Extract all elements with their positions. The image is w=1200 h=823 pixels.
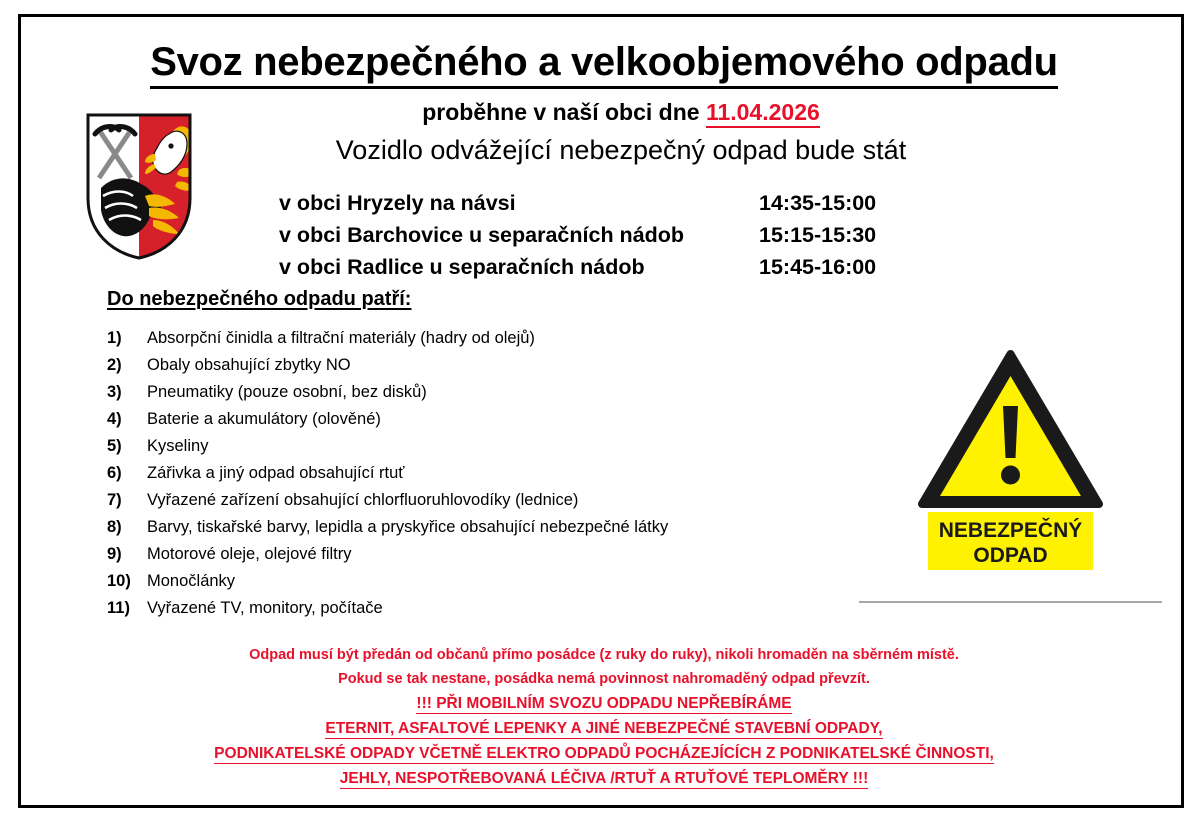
schedule-place: v obci Hryzely na návsi <box>279 191 516 215</box>
list-item <box>107 325 867 352</box>
warning-line-3 <box>41 691 1167 716</box>
list-item-label: Motorové oleje, olejové filtry <box>147 545 352 563</box>
list-item-label: Obaly obsahující zbytky NO <box>147 356 351 374</box>
title-row <box>21 41 1187 89</box>
list-item-number: 5) <box>107 437 122 455</box>
list-item-number: 6) <box>107 464 122 482</box>
page-title: Svoz nebezpečného a velkoobjemového odpadu <box>150 41 1058 89</box>
list-item <box>107 487 867 514</box>
schedule-row <box>279 187 939 219</box>
subtitle-prefix: proběhne v naší obci dne <box>422 99 706 125</box>
collection-schedule <box>279 187 939 283</box>
schedule-row <box>279 251 939 283</box>
list-item-label: Absorpční činidla a filtrační materiály (hadry od olejů) <box>147 329 535 347</box>
list-item-number: 7) <box>107 491 122 509</box>
schedule-row <box>279 219 939 251</box>
list-item <box>107 379 867 406</box>
list-item <box>107 514 867 541</box>
list-item <box>107 595 867 622</box>
list-item-number: 10) <box>107 572 131 590</box>
list-item-number: 9) <box>107 545 122 563</box>
warning-line-6-text: JEHLY, NESPOTŘEBOVANÁ LÉČIVA /RTUŤ A RTUŤOVÉ TEPLOMĚRY !!! <box>339 770 869 787</box>
collection-date: 11.04.2026 <box>706 99 820 128</box>
subtitle-vehicle-line: Vozidlo odvážející nebezpečný odpad bude stát <box>335 135 907 165</box>
list-item-label: Kyseliny <box>147 437 209 455</box>
hazard-warning-sign <box>918 346 1103 574</box>
warning-triangle-icon <box>922 354 1099 504</box>
list-item-label: Zářivka a jiný odpad obsahující rtuť <box>147 464 405 482</box>
list-item-label: Vyřazené zařízení obsahující chlorfluoruhlovodíky (lednice) <box>147 491 579 509</box>
warning-line-5 <box>41 741 1167 766</box>
list-item <box>107 541 867 568</box>
list-item-number: 11) <box>107 599 130 617</box>
municipal-coat-of-arms <box>83 110 195 262</box>
schedule-place: v obci Radlice u separačních nádob <box>279 255 645 279</box>
list-item <box>107 352 867 379</box>
list-item-label: Pneumatiky (pouze osobní, bez disků) <box>147 383 427 401</box>
warning-line-2: Pokud se tak nestane, posádka nemá povinnost nahromaděný odpad převzít. <box>338 671 870 687</box>
list-item-number: 4) <box>107 410 122 428</box>
list-item-label: Barvy, tiskařské barvy, lepidla a pryskyřice obsahující nebezpečné látky <box>147 518 669 536</box>
list-item-label: Monočlánky <box>147 572 236 590</box>
hazard-label-line1: NEBEZPEČNÝ <box>938 519 1083 542</box>
list-item-number: 8) <box>107 518 122 536</box>
schedule-time: 15:15-15:30 <box>759 223 877 247</box>
warning-line-5-text: PODNIKATELSKÉ ODPADY VČETNĚ ELEKTRO ODPADŮ POCHÁZEJÍCÍCH Z PODNIKATELSKÉ ČINNOSTI, <box>214 745 994 762</box>
warning-line-1: Odpad musí být předán od občanů přímo posádce (z ruky do ruky), nikoli hromaděn na sběrném místě. <box>249 647 959 663</box>
waste-list <box>107 325 867 622</box>
list-item-number: 2) <box>107 356 122 374</box>
list-item <box>107 460 867 487</box>
warning-block <box>41 643 1167 791</box>
schedule-place: v obci Barchovice u separačních nádob <box>279 223 685 247</box>
waste-list-heading: Do nebezpečného odpadu patří: <box>107 288 412 310</box>
list-item <box>107 568 867 595</box>
list-item-number: 1) <box>107 329 122 347</box>
hazard-label-line2: ODPAD <box>973 544 1048 567</box>
warning-line-6 <box>41 766 1167 791</box>
schedule-time: 14:35-15:00 <box>759 191 877 215</box>
warning-line-3-text: !!! PŘI MOBILNÍM SVOZU ODPADU NEPŘEBÍRÁME <box>416 695 792 712</box>
list-item <box>107 406 867 433</box>
page-frame <box>18 14 1184 808</box>
schedule-time: 15:45-16:00 <box>759 255 877 279</box>
warning-line-4 <box>41 716 1167 741</box>
subtitle-date-line <box>171 99 1071 126</box>
warning-line-4-text: ETERNIT, ASFALTOVÉ LEPENKY A JINÉ NEBEZPEČNÉ STAVEBNÍ ODPADY, <box>325 720 883 737</box>
list-item-label: Baterie a akumulátory (olověné) <box>147 410 381 428</box>
list-item-label: Vyřazené TV, monitory, počítače <box>147 599 383 617</box>
list-item <box>107 433 867 460</box>
horizontal-rule <box>859 601 1162 603</box>
list-item-number: 3) <box>107 383 122 401</box>
